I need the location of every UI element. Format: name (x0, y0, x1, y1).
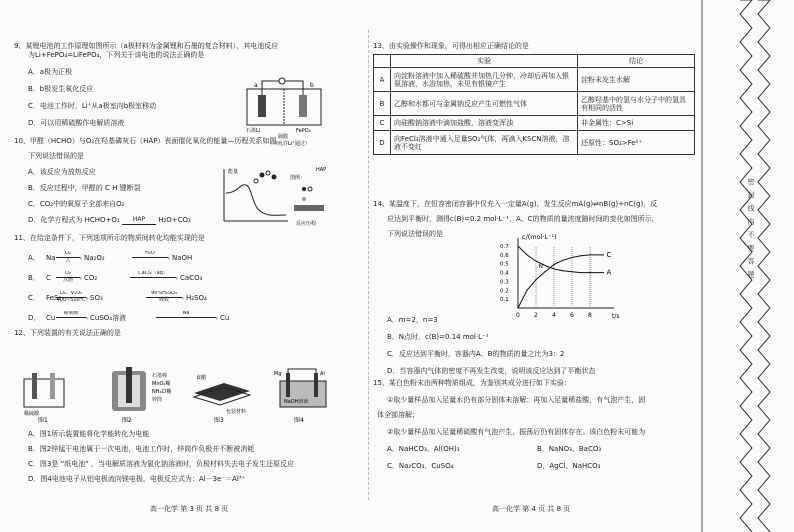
q9-label-fepo4: FePO₄ (296, 128, 311, 134)
q13-row-a-label: A (374, 68, 391, 92)
q11-cond-top: H₂O (145, 251, 155, 256)
q11-arrow-d-2 (156, 311, 216, 323)
q9-caption-li: （只允许Li⁺通过） (268, 141, 310, 147)
question-11 (14, 234, 362, 323)
q12-stem: 12、下列装置的有关说法正确的是 (14, 329, 121, 337)
q9-option-d: D．可以用稀硫酸作电解质溶液 (28, 119, 125, 127)
q11-option-a (28, 251, 362, 263)
q9-option-b: B．b极发生氧化反应 (28, 85, 94, 93)
arrow-icon: › (56, 297, 86, 298)
data-point (544, 271, 545, 272)
q13-row-a-con: 淀粉未发生水解 (578, 68, 695, 92)
q13-row-c-label: C (374, 116, 391, 131)
q10-hap-label: HAP (316, 167, 327, 173)
q10-eq-condition: HAP (122, 217, 156, 225)
data-point (544, 265, 545, 266)
q11-arrow-a-2 (132, 251, 168, 263)
x-axis-label: t/s (612, 313, 620, 320)
q9-stem-line2: 为Li+FePO₄=LiFePO₄，下列关于该电池的说法正确的是 (28, 51, 205, 59)
q14-option-d: D．当容器内气体的密度不再发生改变，说明该反应达到了平衡状态 (387, 367, 596, 375)
q11-options (14, 251, 362, 323)
data-point (553, 264, 554, 265)
q12-fig4-naoh: NaOH溶液 (284, 399, 309, 405)
q10-option-a: A．该反应为放热反应 (28, 168, 96, 176)
q11-letter: B． (28, 274, 40, 282)
data-point (580, 272, 581, 273)
q15-option-c: C．Na₂CO₃、CuSO₄ (387, 462, 454, 470)
q10-energy-figure (218, 165, 330, 227)
data-point (571, 257, 572, 258)
y-tick-label: 0.1 (500, 297, 509, 304)
q15-step1b: 体全部溶解； (377, 411, 419, 419)
q11-cond-bottom: △ (66, 257, 70, 263)
data-point (580, 255, 581, 256)
q11-middle: CO₂ (84, 274, 98, 282)
q11-cond-bottom: 吸收 (158, 297, 169, 303)
y-tick-label: 0.7 (500, 244, 509, 250)
q15-option-b: B．NaNO₃、BaCO₃ (537, 445, 602, 453)
q12-fig1-label: 图1 (38, 417, 48, 423)
q13-row-d-exp: 向FeCl₃溶液中通入足量SO₂气体，再滴入KSCN溶液，溶液不变红 (391, 131, 578, 155)
y-tick-label: 0.5 (500, 261, 509, 268)
x-tick-label: 2 (534, 312, 538, 319)
q10-option-d-text: D．化学方程式为 HCHO+O₂ (28, 216, 120, 224)
q10-eq-products: H₂O+CO₂ (158, 216, 191, 224)
q10-energy-label: 能量 (228, 169, 239, 175)
q9-option-a: A．a极为正极 (28, 68, 73, 76)
q13-table (373, 54, 695, 155)
data-point (517, 245, 518, 246)
q10-stem-line1: 10、甲醛（HCHO）与O₂在羟基磷灰石（HAP）表面催化氧化的能量—历程关系如图。 (14, 137, 284, 145)
point-n-label: N (538, 264, 543, 271)
q9-cell-figure (244, 77, 326, 147)
q11-cond-top: CaCl₂（aq） (138, 271, 168, 276)
q15-option-d: D．AgCl、NaHCO₃ (537, 462, 601, 470)
q11-arrow-c-2 (146, 291, 182, 303)
q10-legend-label: 图例： (290, 175, 306, 181)
x-tick-label: 0 (516, 312, 520, 319)
q11-end: CaCO₃ (180, 274, 203, 282)
q12-fig3-paper2: 包装材料 (226, 409, 247, 415)
q11-arrow-b-2 (130, 271, 176, 283)
q13-header-empty (374, 55, 391, 68)
q10-stem-line2: 下列说法错误的是 (28, 152, 84, 160)
arrow-icon: › (146, 297, 182, 298)
q14-option-a: A．m=2，n=3 (387, 316, 438, 324)
q13-row-b-con: 乙醇羟基中的氢与水分子中的氢具有相同的活性 (578, 92, 695, 116)
arrow-icon: › (130, 277, 176, 278)
q13-row-b-label: B (374, 92, 391, 116)
question-12 (14, 329, 362, 338)
q9-caption-membrane: 隔膜 (278, 134, 289, 140)
series-label-C: C (606, 250, 612, 259)
data-point (517, 307, 518, 308)
q9-label-b: b (310, 82, 314, 89)
q11-option-c (28, 291, 362, 303)
q11-arrow-b-1 (56, 271, 80, 283)
q11-middle: CuSO₄溶液 (90, 314, 127, 322)
q12-fig2-cell-label-4: 锌筒 (152, 397, 163, 403)
q12-option-a: A．图1所示装置能将化学能转化为电能 (28, 430, 150, 438)
q12-fig4-label: 图4 (294, 417, 304, 423)
data-point (562, 270, 563, 271)
q11-letter: C． (28, 294, 40, 302)
q11-option-d (28, 311, 362, 323)
q9-stem-line1: 9、某锂电池的工作原理如图所示（a极材料为金属锂和石墨的复合材料），其电池反应 (14, 42, 279, 50)
q11-cond-top: O₂、V₂O₅ (59, 291, 83, 296)
data-point (603, 254, 604, 255)
q13-row-c-con: 非金属性：C>Si (578, 116, 695, 131)
x-tick-label: 6 (570, 312, 574, 319)
table-row (374, 92, 695, 116)
q13-row-d-con: 还原性：SO₂>Fe²⁺ (578, 131, 695, 155)
footer-right: 高一化学 第 4 页 共 8 页 (492, 505, 571, 513)
q11-middle: Na₂O₂ (84, 254, 105, 262)
q11-cond-bottom: 点燃 (62, 277, 73, 283)
q11-end: Cu (220, 314, 230, 322)
q15-step2: ②取少量样品加入足量稀硫酸有气泡产生，振荡后仍有固体存在。该白色粉末可能为 (387, 428, 646, 436)
q14-options (387, 316, 595, 376)
q10-option-c: C．CO₂中的氧原子全部来自O₂ (28, 200, 125, 208)
y-tick-label: 0.3 (500, 279, 509, 286)
q10-process-label: 反应历程 (296, 221, 317, 227)
q11-cond-top: O₂ (65, 271, 71, 276)
q12-options (28, 430, 294, 484)
q12-option-d: D．图4电池电子从铝电极流向镁电极，电极反应式为：Al－3e⁻＝Al³⁺ (28, 475, 246, 483)
arrow-icon: › (156, 317, 216, 318)
series-line-C (518, 255, 604, 308)
q11-end: NaOH (172, 254, 193, 262)
arrow-icon: › (56, 277, 80, 278)
q13-stem: 13、由实验操作和现象，可得出相应正确结论的是 (373, 42, 529, 50)
q14-stem-line1: 14、某温度下，在恒容密闭容器中仅充入一定量A(g)，发生反应mA(g)⇌nB(g)+nC(g)，反 (373, 200, 658, 208)
y-tick-label: 0.2 (500, 288, 509, 295)
data-point (553, 268, 554, 269)
q13-row-d-label: D (374, 131, 391, 155)
q11-arrow-a-1 (56, 251, 80, 263)
y-tick-label: 0.6 (500, 252, 509, 259)
data-point (535, 279, 536, 280)
q12-option-b: B．图2锌锰干电池属于一次电池，电池工作时，锌筒作负极并不断被消耗 (28, 445, 255, 453)
data-point (526, 254, 527, 255)
data-point (589, 272, 590, 273)
q9-option-c: C．电池工作时，Li⁺从a极室向b极室移动 (28, 102, 157, 110)
q11-option-b (28, 271, 362, 283)
q11-arrow-c-1 (56, 291, 86, 303)
q14-option-c: C．反应达到平衡时，容器内A、B的物质的量之比为3：2 (387, 350, 565, 358)
page-divider (368, 30, 369, 500)
q11-letter: D． (28, 314, 41, 322)
q11-letter: A． (28, 254, 40, 262)
q13-header-conclusion: 结论 (578, 55, 695, 68)
q12-fig2-cell-label-1: 石墨棒 (152, 373, 168, 379)
q12-fig2-cell-label-2: MnO₂糊 (152, 381, 171, 387)
q12-figures (18, 367, 338, 423)
arrow-icon: › (132, 257, 168, 258)
q13-table-header (374, 55, 695, 68)
q12-fig4-mg: Mg (274, 371, 282, 377)
arrow-icon: › (56, 257, 80, 258)
series-label-A: A (606, 268, 612, 277)
q12-fig1-solution: 稀硫酸 (24, 411, 40, 417)
q11-start: Na (46, 254, 56, 262)
q11-cond-bottom: 400~500℃ (56, 297, 86, 303)
q11-arrow-d-1 (56, 311, 86, 323)
footer-left: 高一化学 第 3 页 共 8 页 (150, 505, 229, 513)
q12-fig2-label: 图2 (122, 417, 132, 423)
q11-cond-top: 稀硫酸 (63, 311, 79, 316)
data-point (571, 271, 572, 272)
data-point (526, 290, 527, 291)
q11-end: H₂SO₄ (186, 294, 207, 302)
q14-option-b: B．N点时，c(B)=0.14 mol·L⁻¹ (387, 333, 489, 341)
question-15 (373, 379, 645, 471)
q11-cond-top: Na (182, 311, 190, 316)
table-row (374, 116, 695, 131)
q9-label-a: a (254, 82, 258, 89)
q12-fig3-paper: 食醋 (196, 375, 207, 381)
q11-cond-top: 98%H₂SO₄ (151, 291, 177, 296)
q14-stem-line3: 下列说法错误的是 (387, 230, 443, 238)
q15-option-a: A．NaHCO₃、Al(OH)₃ (387, 445, 460, 453)
y-axis-label: c/(mol·L⁻¹) (522, 233, 557, 241)
q13-row-c-exp: 向硅酸钠溶液中滴加盐酸，溶液变浑浊 (391, 116, 578, 131)
q9-label-graphite: 石墨Li (246, 128, 261, 134)
y-tick-label: 0.4 (500, 270, 509, 277)
q11-cond-top: O₂ (65, 251, 71, 256)
series-line-A (518, 246, 604, 273)
q11-stem: 11、在给定条件下，下列选项所示的物质间转化均能实现的是 (14, 234, 205, 242)
data-point (535, 260, 536, 261)
q12-option-c: C．图3是 “纸电池” ，当电解质溶液为氯化钠溶液时，负极材料失去电子发生还原反应 (28, 460, 295, 468)
q11-start: FeS₂ (46, 294, 62, 302)
q12-fig3-label: 图3 (214, 417, 224, 423)
x-tick-label: 4 (552, 312, 556, 319)
arrow-icon: › (56, 317, 86, 318)
q13-row-a-exp: 向淀粉溶液中加入稀硫酸并加热几分钟，冷却后再加入银氨溶液，水浴加热，未见有银镜产生 (391, 68, 578, 92)
binding-warning-text: 密 封 线 内 不 要 答 题 (747, 178, 755, 280)
q15-stem: 15、某白色粉末由两种物质组成，为鉴别其成分进行如下实验： (373, 379, 571, 387)
q11-middle: SO₃ (90, 294, 103, 302)
q12-fig2-cell-label-3: NH₄Cl糊 (152, 389, 172, 395)
q14-stem-line2: 应达到平衡时，测得c(B)=0.2 mol·L⁻¹，A、C的物质的量浓度随时间的变化如图所示， (387, 215, 659, 223)
data-point (603, 272, 604, 273)
q13-header-experiment: 实验 (391, 55, 578, 68)
table-row (374, 68, 695, 92)
q12-fig4-al: Al (320, 371, 325, 377)
data-point (562, 260, 563, 261)
q14-chart (496, 232, 622, 322)
x-tick-label: 8 (588, 312, 592, 319)
q11-start: C (46, 274, 51, 282)
table-row (374, 131, 695, 155)
q15-step1: ①取少量样品加入足量水仍有部分固体未溶解；再加入足量稀盐酸，有气泡产生，固 (387, 396, 646, 404)
q13-row-b-exp: 乙醇和水都可与金属钠反应产生可燃性气体 (391, 92, 578, 116)
q11-start: Cu (46, 314, 56, 322)
q10-option-b: B．反应过程中，甲醛的 C H 键断裂 (28, 184, 141, 192)
